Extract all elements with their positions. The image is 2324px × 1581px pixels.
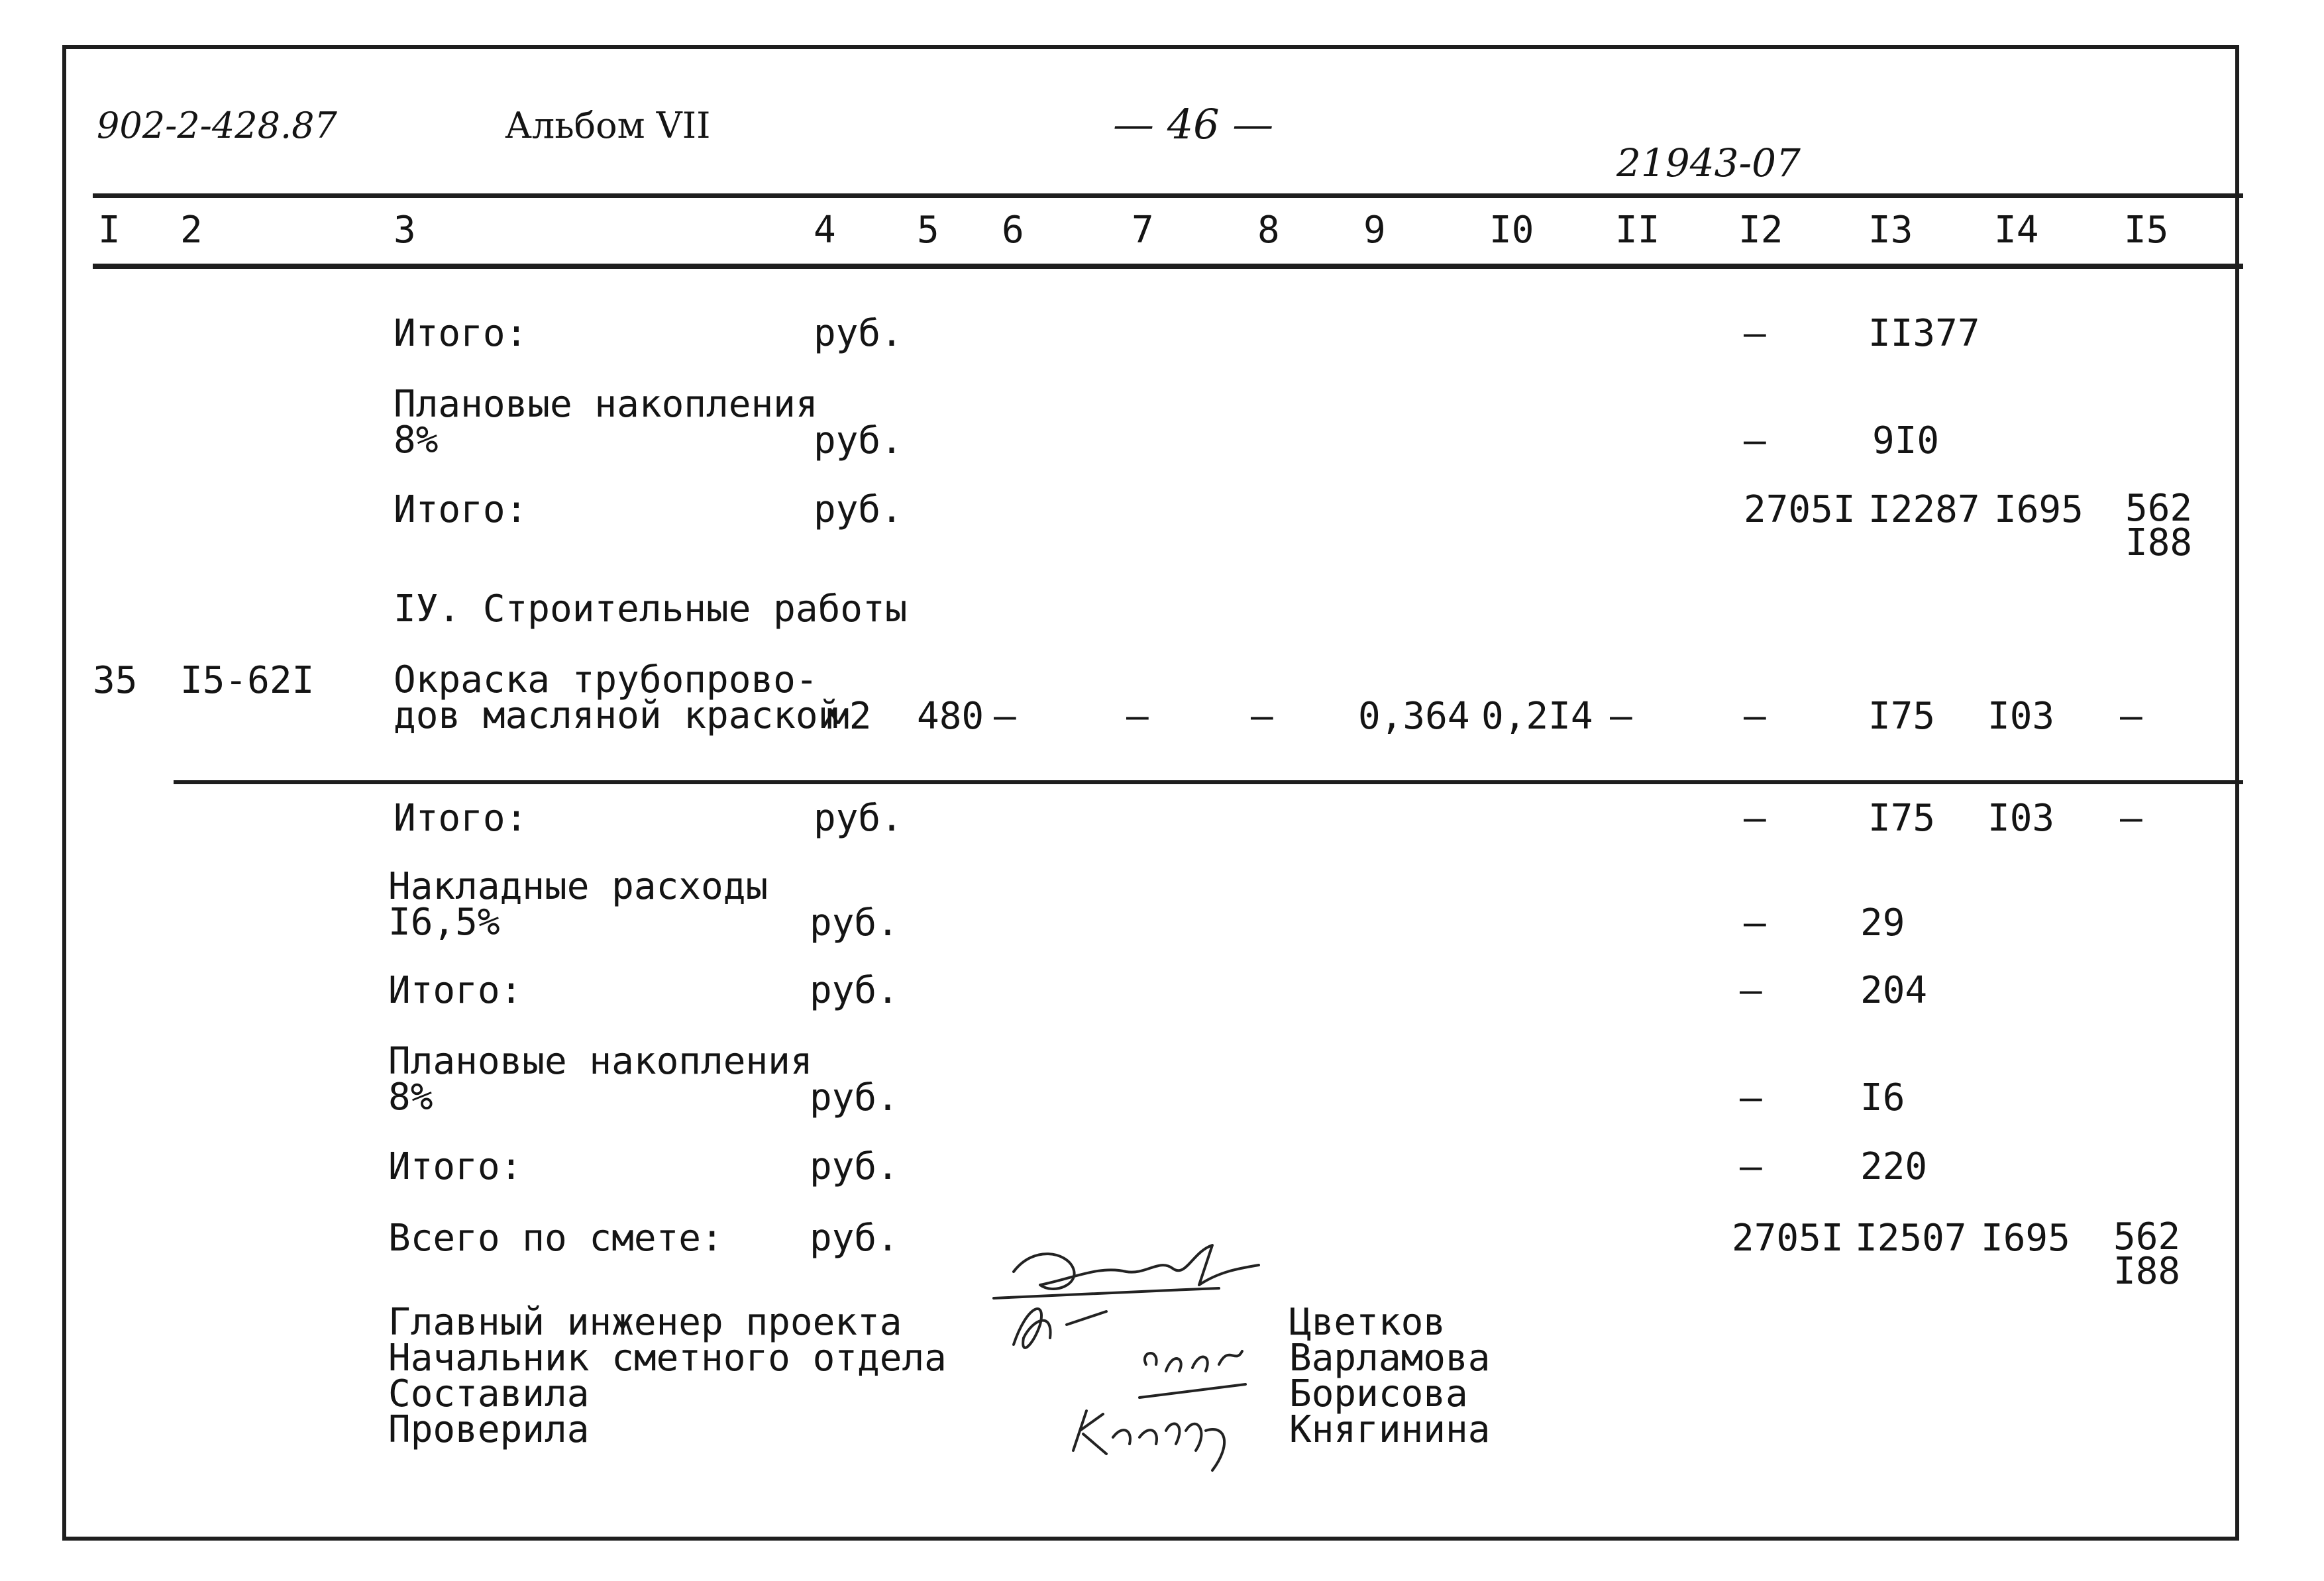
- column-number: I4: [1994, 209, 2039, 252]
- section-heading: IУ. Строительные работы: [394, 587, 908, 631]
- column-number: I: [98, 209, 121, 252]
- column-number: 6: [1002, 209, 1024, 252]
- row-label: Всего по смете:: [388, 1217, 723, 1260]
- cell-col13: 220: [1860, 1145, 1928, 1188]
- column-number: 9: [1363, 209, 1386, 252]
- cell-col12: 2705I: [1744, 488, 1856, 531]
- cell-col14: I695: [1981, 1217, 2070, 1260]
- row-unit: руб.: [814, 312, 903, 355]
- header-top-rule: [93, 193, 2243, 198]
- cell-col12: –: [1740, 1076, 1762, 1119]
- row-label: Накладные расходы I6,5%: [388, 865, 768, 944]
- cell-col15: 562 I88: [2125, 487, 2193, 564]
- handwritten-signatures: [974, 1232, 1285, 1484]
- row-label: Окраска трубопрово- дов масляной краской: [394, 658, 841, 737]
- column-number: 4: [814, 209, 836, 252]
- inventory-number: 21943-07: [1616, 140, 1801, 185]
- column-number: 7: [1132, 209, 1154, 252]
- cell-col13: 9I0: [1872, 419, 1940, 462]
- column-number: I0: [1489, 209, 1534, 252]
- cell-col12: –: [1744, 901, 1766, 944]
- document-code: 902-2-428.87: [97, 105, 337, 146]
- row-unit: руб.: [814, 488, 903, 531]
- cell-col13: I2287: [1868, 488, 1980, 531]
- row-label: Плановые накопления 8%: [388, 1040, 813, 1119]
- column-number: 5: [917, 209, 939, 252]
- row-label: Итого:: [388, 1145, 523, 1188]
- cell-col13: I6: [1860, 1076, 1905, 1119]
- cell-col12: –: [1744, 312, 1766, 355]
- cell-col15: 562 I88: [2113, 1215, 2181, 1293]
- cell-col14: I695: [1994, 488, 2084, 531]
- cell-col12: –: [1740, 1145, 1762, 1188]
- cell-col15: –: [2120, 797, 2142, 840]
- cell-col14: I03: [1987, 797, 2055, 840]
- signature-names: Цветков Варламова Борисова Княгинина: [1289, 1301, 1491, 1451]
- item-code: I5-62I: [180, 659, 315, 702]
- column-number: 2: [180, 209, 203, 252]
- header-bottom-rule: [93, 264, 2243, 269]
- column-number: I3: [1868, 209, 1913, 252]
- cell-col12: –: [1744, 797, 1766, 840]
- cell-col5: 480: [917, 695, 984, 738]
- row-unit: руб.: [814, 419, 903, 462]
- cell-col13: 204: [1860, 969, 1928, 1012]
- cell-col15: –: [2120, 695, 2142, 738]
- row-unit: руб.: [810, 1217, 899, 1260]
- cell-col9: 0,364: [1358, 695, 1470, 738]
- column-number: 3: [394, 209, 416, 252]
- row-unit: руб.: [810, 969, 899, 1012]
- row-unit: руб.: [814, 797, 903, 840]
- column-number: II: [1615, 209, 1660, 252]
- album-label: Альбом VII: [505, 105, 711, 146]
- cell-col12: –: [1744, 695, 1766, 738]
- row-label: Итого:: [394, 797, 528, 840]
- cell-col13: I2507: [1855, 1217, 1967, 1260]
- cell-col7: –: [1126, 695, 1149, 738]
- cell-col10: 0,2I4: [1481, 695, 1593, 738]
- row-unit: м2: [827, 695, 872, 738]
- column-number: I2: [1738, 209, 1783, 252]
- signature-titles: Главный инженер проекта Начальник сметного отдела Составила Проверила: [388, 1301, 947, 1451]
- cell-col14: I03: [1987, 695, 2055, 738]
- page-number: — 46 —: [1113, 100, 1274, 148]
- cell-col11: –: [1610, 695, 1632, 738]
- cell-col13: I75: [1868, 695, 1936, 738]
- cell-col8: –: [1251, 695, 1273, 738]
- cell-col13: II377: [1868, 312, 1980, 355]
- column-number: 8: [1257, 209, 1280, 252]
- row-label: Итого:: [388, 969, 523, 1012]
- cell-col6: –: [994, 695, 1016, 738]
- cell-col13: 29: [1860, 901, 1905, 944]
- row-label: Итого:: [394, 488, 528, 531]
- row-unit: руб.: [810, 1076, 899, 1119]
- row-unit: руб.: [810, 1145, 899, 1188]
- column-number: I5: [2124, 209, 2169, 252]
- cell-col12: –: [1740, 969, 1762, 1012]
- item-number: 35: [93, 659, 138, 702]
- cell-col13: I75: [1868, 797, 1936, 840]
- row-unit: руб.: [810, 901, 899, 944]
- cell-col12: –: [1744, 419, 1766, 462]
- cell-col12: 2705I: [1732, 1217, 1844, 1260]
- row-label: Итого:: [394, 312, 528, 355]
- table-divider: [174, 780, 2243, 784]
- row-label: Плановые накопления 8%: [394, 383, 818, 462]
